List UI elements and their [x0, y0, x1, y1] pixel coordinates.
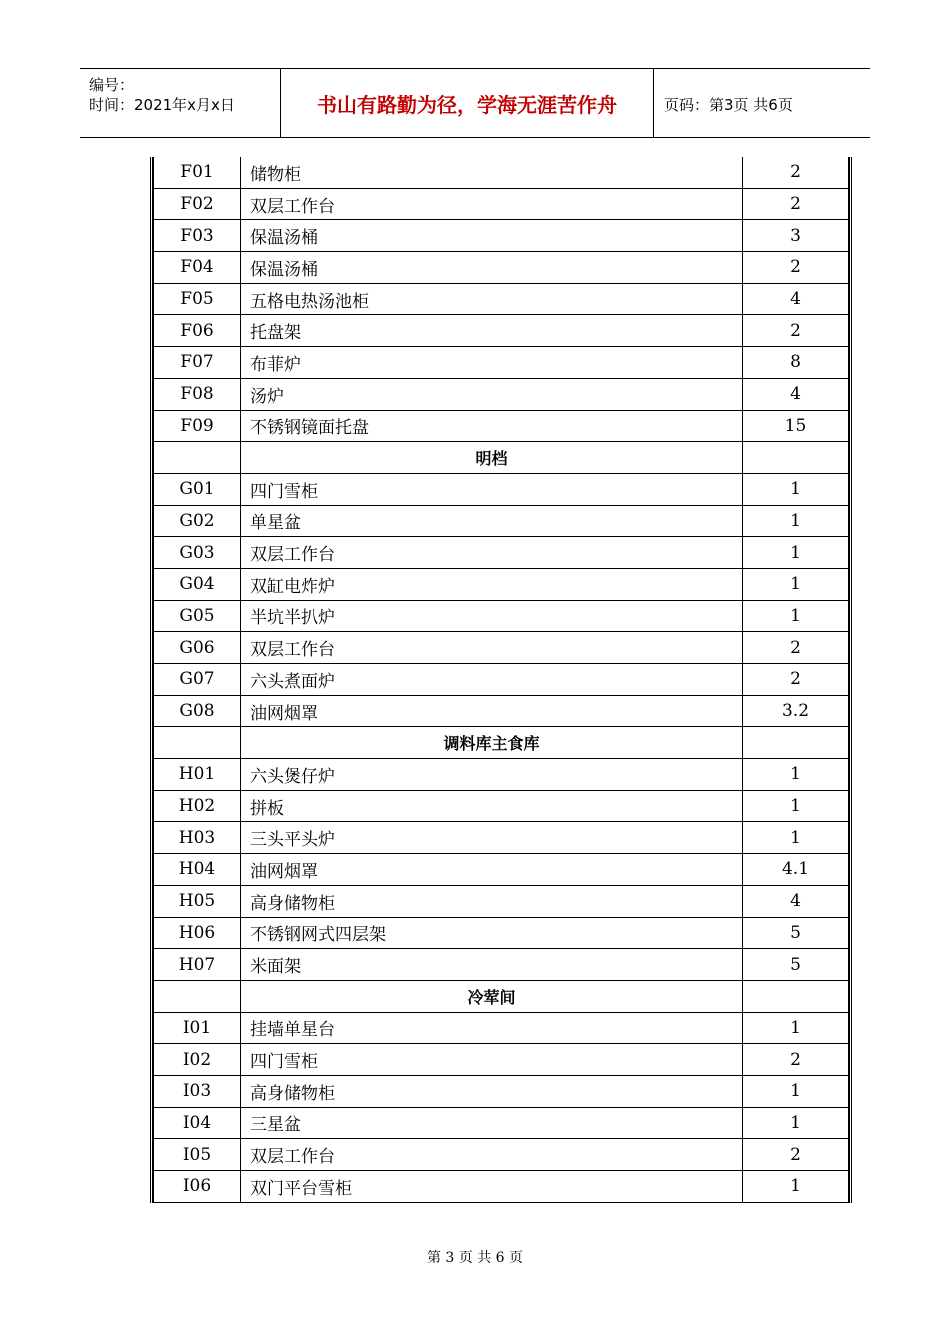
header-meta-cell: [80, 69, 281, 137]
section-header-row: [154, 442, 849, 474]
table-row: [154, 854, 849, 886]
item-name-cell: 挂墙单星台: [241, 1012, 743, 1044]
item-qty-cell: 1: [743, 537, 849, 569]
table-row: [154, 822, 849, 854]
table-row: [154, 632, 849, 664]
item-qty-cell: 15: [743, 410, 849, 442]
table-row: [154, 315, 849, 347]
section-title: 调料库主食库: [241, 727, 743, 759]
item-code-cell: F02: [154, 188, 241, 220]
table-row: [154, 600, 849, 632]
item-code-cell: H01: [154, 759, 241, 791]
item-name-cell: 高身储物柜: [241, 885, 743, 917]
page-footer: 第 3 页 共 6 页: [426, 1250, 524, 1266]
table-row: [154, 283, 849, 315]
item-name-cell: 汤炉: [241, 378, 743, 410]
item-qty-cell: 1: [743, 600, 849, 632]
table-row: [154, 220, 849, 252]
item-qty-cell: 5: [743, 949, 849, 981]
section-header-row: [154, 727, 849, 759]
item-name-cell: 不锈钢镜面托盘: [241, 410, 743, 442]
item-name-cell: 油网烟罩: [241, 854, 743, 886]
item-code-cell: F09: [154, 410, 241, 442]
table-row: [154, 917, 849, 949]
item-qty-cell: 1: [743, 568, 849, 600]
item-qty-cell: 4.1: [743, 854, 849, 886]
item-qty-cell: 1: [743, 822, 849, 854]
item-name-cell: 双层工作台: [241, 537, 743, 569]
item-name-cell: 双层工作台: [241, 632, 743, 664]
item-code-cell: F05: [154, 283, 241, 315]
item-code-cell: F06: [154, 315, 241, 347]
item-code-cell: F03: [154, 220, 241, 252]
item-qty-cell: 1: [743, 505, 849, 537]
section-title: 冷荤间: [241, 980, 743, 1012]
item-code-cell: H03: [154, 822, 241, 854]
equipment-table: [150, 157, 852, 1203]
item-code-cell: G07: [154, 664, 241, 696]
item-code-cell: G08: [154, 695, 241, 727]
table-row: [154, 1139, 849, 1171]
item-name-cell: 双门平台雪柜: [241, 1171, 743, 1203]
section-qty-cell: [743, 980, 849, 1012]
item-qty-cell: 5: [743, 917, 849, 949]
item-qty-cell: 4: [743, 378, 849, 410]
item-name-cell: 双层工作台: [241, 1139, 743, 1171]
number-label: 编号：: [89, 76, 135, 94]
item-name-cell: 六头煮面炉: [241, 664, 743, 696]
item-name-cell: 四门雪柜: [241, 1044, 743, 1076]
header-page-info: 页码：第3页 共6页: [664, 96, 793, 114]
table-row: [154, 1044, 849, 1076]
item-name-cell: 米面架: [241, 949, 743, 981]
item-qty-cell: 8: [743, 347, 849, 379]
item-code-cell: G02: [154, 505, 241, 537]
section-code-cell: [154, 980, 241, 1012]
item-qty-cell: 1: [743, 1171, 849, 1203]
item-code-cell: I06: [154, 1171, 241, 1203]
item-qty-cell: 3: [743, 220, 849, 252]
item-name-cell: 五格电热汤池柜: [241, 283, 743, 315]
table-row: [154, 347, 849, 379]
item-qty-cell: 2: [743, 632, 849, 664]
section-qty-cell: [743, 442, 849, 474]
item-name-cell: 双缸电炸炉: [241, 568, 743, 600]
table-row: [154, 505, 849, 537]
section-code-cell: [154, 727, 241, 759]
item-code-cell: G03: [154, 537, 241, 569]
page-header: [80, 68, 870, 138]
equipment-table-body: [154, 157, 849, 1202]
section-qty-cell: [743, 727, 849, 759]
item-code-cell: G01: [154, 473, 241, 505]
time-label: 时间：2021年x月x日: [89, 96, 235, 114]
item-name-cell: 三头平头炉: [241, 822, 743, 854]
item-qty-cell: 2: [743, 1044, 849, 1076]
item-name-cell: 六头煲仔炉: [241, 759, 743, 791]
item-code-cell: H07: [154, 949, 241, 981]
item-code-cell: G05: [154, 600, 241, 632]
item-qty-cell: 1: [743, 1107, 849, 1139]
item-name-cell: 三星盆: [241, 1107, 743, 1139]
section-title: 明档: [241, 442, 743, 474]
table-row: [154, 378, 849, 410]
item-name-cell: 单星盆: [241, 505, 743, 537]
item-code-cell: I02: [154, 1044, 241, 1076]
item-code-cell: G06: [154, 632, 241, 664]
item-qty-cell: 2: [743, 1139, 849, 1171]
item-qty-cell: 4: [743, 885, 849, 917]
item-qty-cell: 2: [743, 664, 849, 696]
item-qty-cell: 1: [743, 1075, 849, 1107]
item-code-cell: H05: [154, 885, 241, 917]
table-row: [154, 1107, 849, 1139]
item-name-cell: 拼板: [241, 790, 743, 822]
item-name-cell: 不锈钢网式四层架: [241, 917, 743, 949]
item-qty-cell: 2: [743, 315, 849, 347]
item-code-cell: F08: [154, 378, 241, 410]
item-qty-cell: 4: [743, 283, 849, 315]
item-code-cell: F01: [154, 157, 241, 188]
item-name-cell: 保温汤桶: [241, 220, 743, 252]
item-qty-cell: 1: [743, 790, 849, 822]
item-qty-cell: 1: [743, 759, 849, 791]
table-row: [154, 410, 849, 442]
item-name-cell: 保温汤桶: [241, 252, 743, 284]
item-qty-cell: 1: [743, 1012, 849, 1044]
item-qty-cell: 1: [743, 473, 849, 505]
table-row: [154, 759, 849, 791]
item-code-cell: H02: [154, 790, 241, 822]
table-row: [154, 252, 849, 284]
table-row: [154, 537, 849, 569]
item-code-cell: H06: [154, 917, 241, 949]
item-name-cell: 四门雪柜: [241, 473, 743, 505]
item-code-cell: I01: [154, 1012, 241, 1044]
table-row: [154, 473, 849, 505]
table-row: [154, 1075, 849, 1107]
item-code-cell: I03: [154, 1075, 241, 1107]
item-name-cell: 半坑半扒炉: [241, 600, 743, 632]
table-row: [154, 157, 849, 188]
item-code-cell: G04: [154, 568, 241, 600]
item-name-cell: 托盘架: [241, 315, 743, 347]
table-row: [154, 1012, 849, 1044]
item-qty-cell: 2: [743, 157, 849, 188]
section-code-cell: [154, 442, 241, 474]
item-name-cell: 布菲炉: [241, 347, 743, 379]
item-qty-cell: 3.2: [743, 695, 849, 727]
section-header-row: [154, 980, 849, 1012]
table-row: [154, 188, 849, 220]
item-code-cell: F04: [154, 252, 241, 284]
table-row: [154, 664, 849, 696]
item-qty-cell: 2: [743, 188, 849, 220]
table-row: [154, 695, 849, 727]
table-row: [154, 885, 849, 917]
item-code-cell: I05: [154, 1139, 241, 1171]
table-row: [154, 1171, 849, 1203]
header-motto: 书山有路勤为径，学海无涯苦作舟: [281, 69, 654, 137]
item-code-cell: F07: [154, 347, 241, 379]
item-qty-cell: 2: [743, 252, 849, 284]
item-name-cell: 双层工作台: [241, 188, 743, 220]
item-code-cell: I04: [154, 1107, 241, 1139]
item-name-cell: 油网烟罩: [241, 695, 743, 727]
table-row: [154, 568, 849, 600]
table-row: [154, 949, 849, 981]
item-code-cell: H04: [154, 854, 241, 886]
item-name-cell: 高身储物柜: [241, 1075, 743, 1107]
table-row: [154, 790, 849, 822]
item-name-cell: 储物柜: [241, 157, 743, 188]
